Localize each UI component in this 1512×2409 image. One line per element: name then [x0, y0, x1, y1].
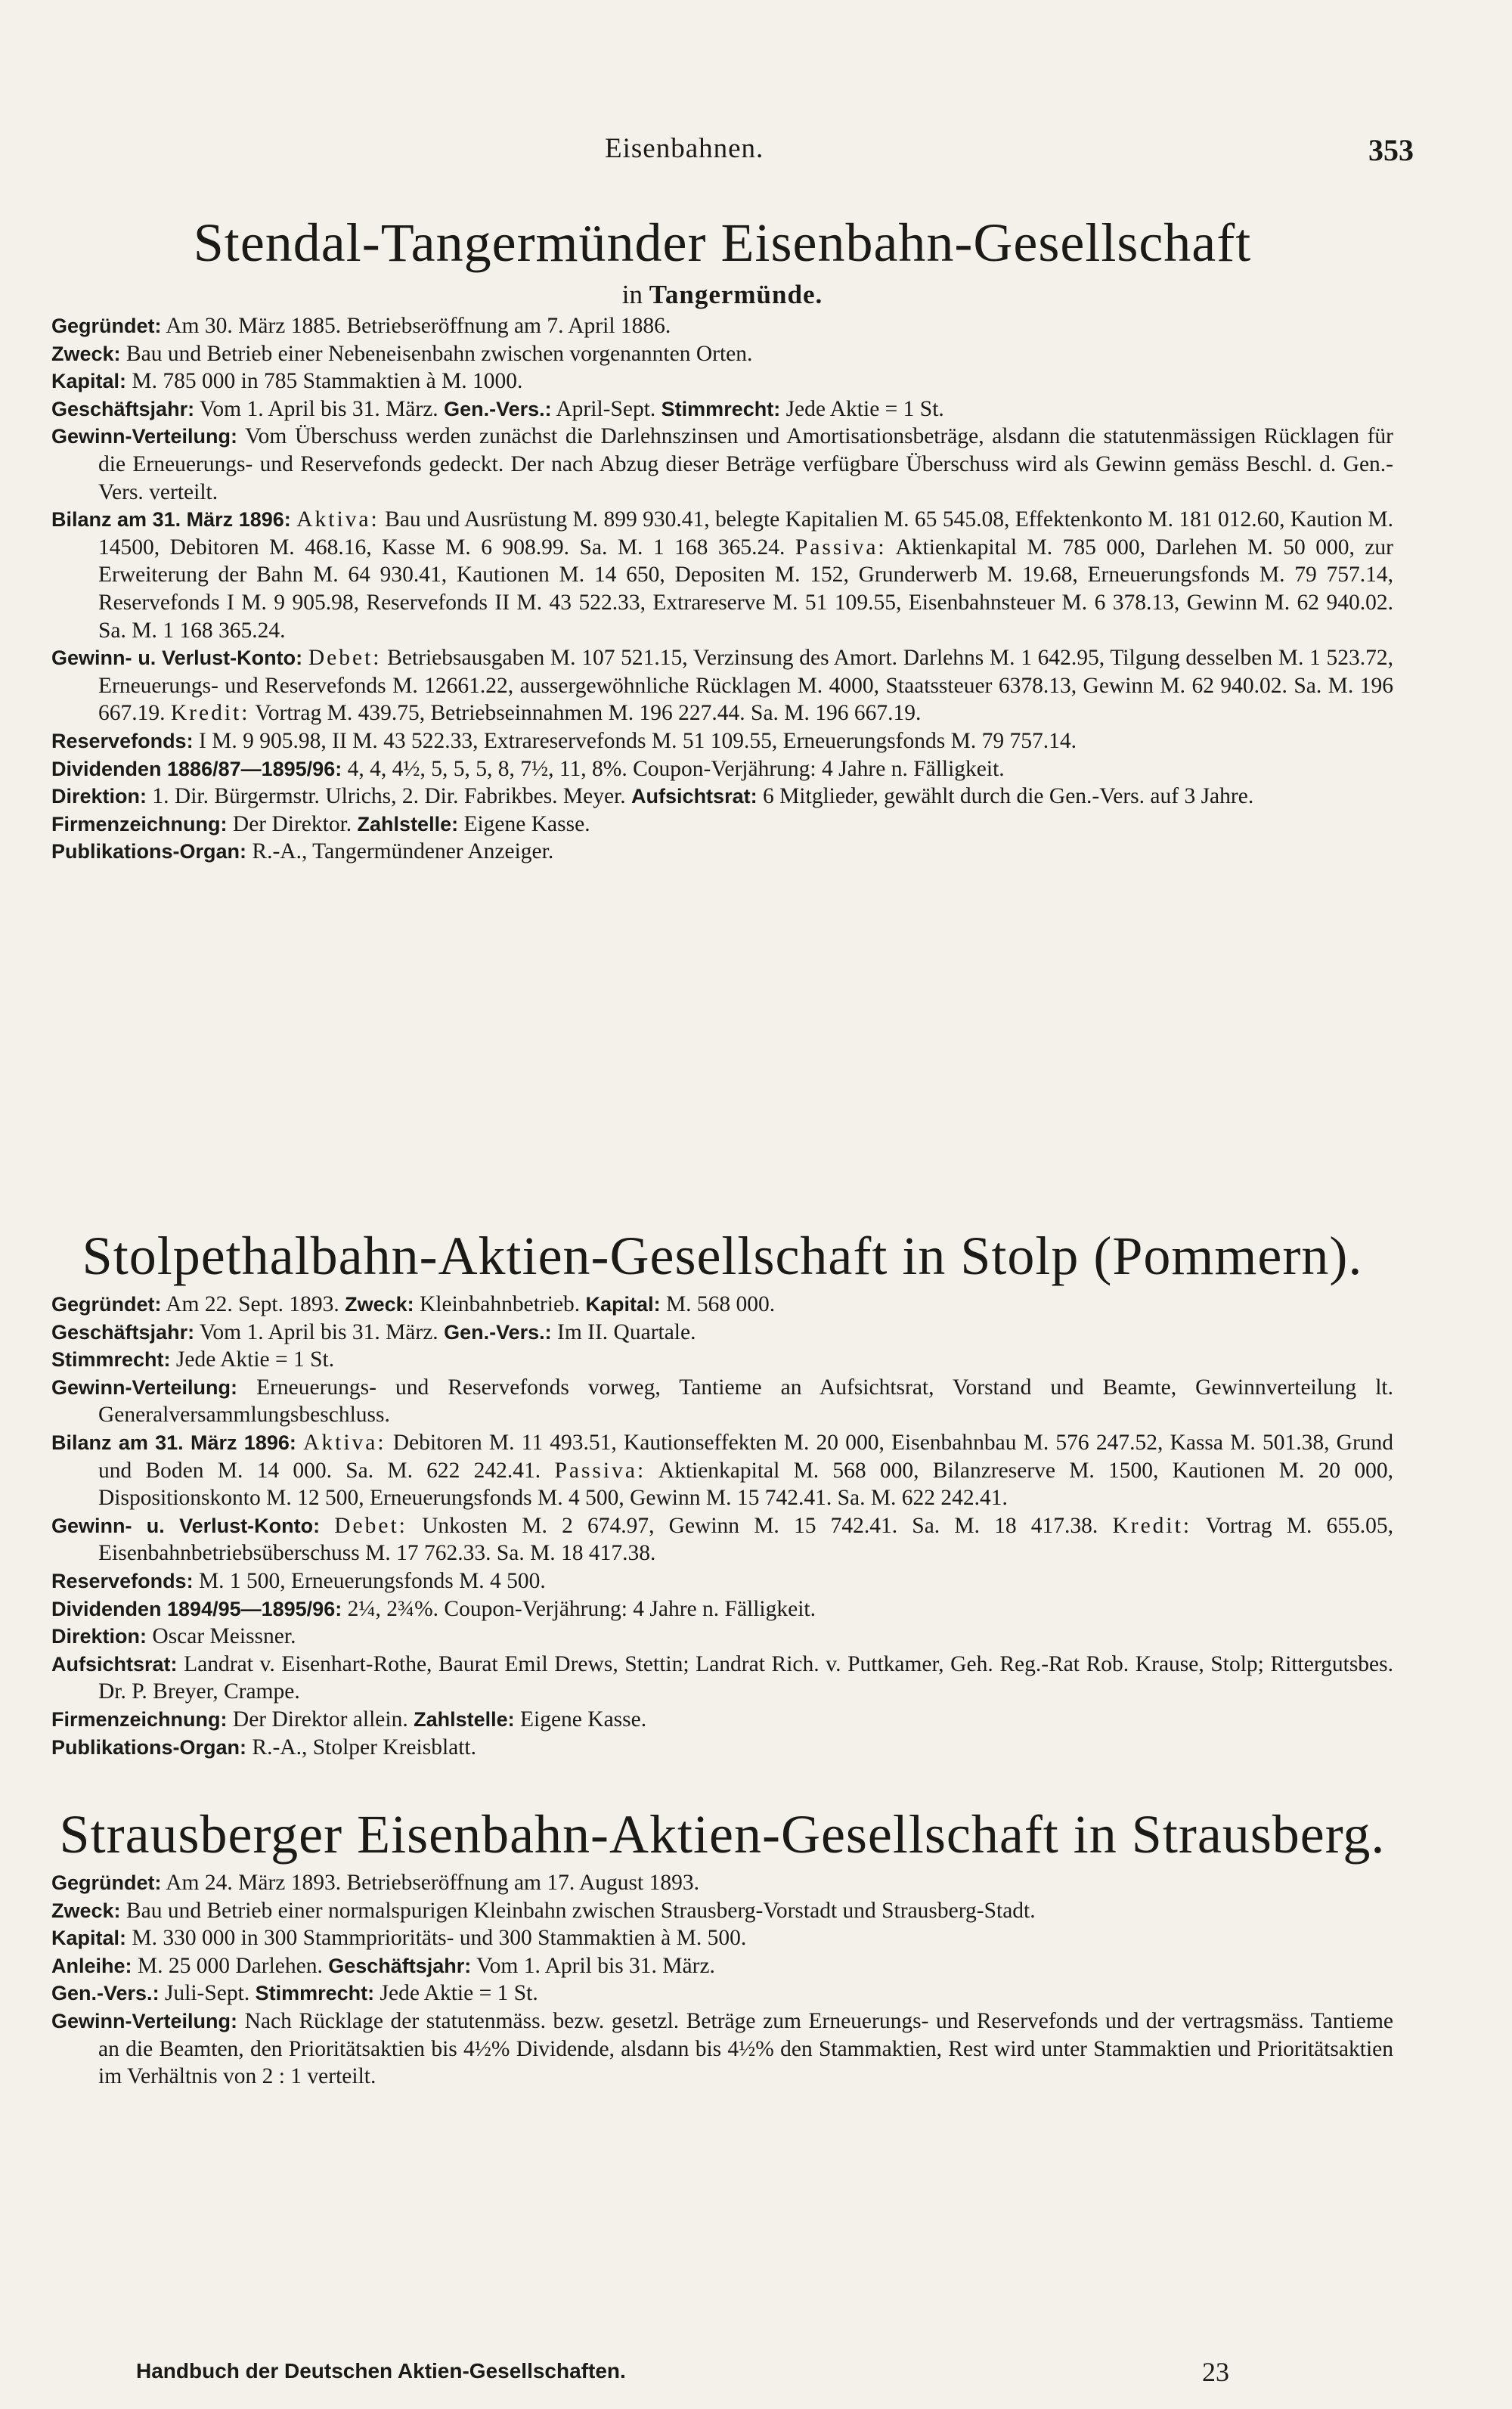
entry-dividenden: Dividenden 1886/87—1895/96: 4, 4, 4½, 5, 5, 5, 8, 7½, 11, 8%. Coupon-Verjährung: 4 Jahre n. Fälligkeit.: [51, 756, 1005, 781]
entry-anleihe: Anleihe: M. 25 000 Darlehen. Geschäftsjahr: Vom 1. April bis 31. März.: [51, 1953, 715, 1978]
entry-reservefonds: Reservefonds: I M. 9 905.98, II M. 43 522.33, Extrareservefonds M. 51 109.55, Erneuerungsfonds M. 79 757.14.: [51, 728, 1077, 753]
entry-firmenzeichnung: Firmenzeichnung: Der Direktor allein. Zahlstelle: Eigene Kasse.: [51, 1707, 647, 1732]
company-title: Strausberger Eisenbahn-Aktien-Gesellschaft in Strausberg.: [59, 1804, 1386, 1865]
entry-publikations-organ: Publikations-Organ: R.-A., Stolper Kreisblatt.: [51, 1735, 477, 1759]
footer: [136, 2359, 1406, 2397]
entry-gegruendet: Gegründet: Am 24. März 1893. Betriebseröffnung am 17. August 1893.: [51, 1871, 699, 1895]
entry-direktion: Direktion: Oscar Meissner.: [51, 1624, 296, 1649]
entry-stimmrecht: Stimmrecht: Jede Aktie = 1 St.: [51, 1347, 335, 1372]
entry-zweck: Zweck: Bau und Betrieb einer Nebeneisenbahn zwischen vorgenannten Orten.: [51, 341, 753, 366]
entry-bilanz: Bilanz am 31. März 1896: Aktiva: Bau und Ausrüstung M. 899 930.41, belegte Kapitalien M. 65 545.08, Effektenkonto M. 181 012.60, Kaution M. 14500, Debitoren M. 468.16, Kasse M. 6 908.99. Sa. M. 1 168 365.24. Passiva: Aktienkapital M. 785 000, Darlehen M. 50 000, zur Erweiterung der Bahn M. 64 930.41, Kautionen M. 14 650, Depositen M. 152, Grunderwerb M. 19.68, Erneuerungsfonds M. 79 757.14, Reservefonds I M. 9 905.98, Reservefonds II M. 43 522.33, Extrareserve M. 51 109.55, Eisenbahnsteuer M. 6 378.13, Gewinn M. 62 940.02. Sa. M. 1 168 365.24.: [51, 507, 1394, 643]
entry-direktion: Direktion: 1. Dir. Bürgermstr. Ulrichs, 2. Dir. Fabrikbes. Meyer. Aufsichtsrat: 6 Mitglieder, gewählt durch die Gen.-Vers. auf 3 Jahre.: [51, 784, 1254, 809]
running-title: Eisenbahnen.: [605, 133, 764, 164]
entry-gewinn-verteilung: Gewinn-Verteilung: Nach Rücklage der statutenmäss. bezw. gesetzl. Beträge zum Erneuerungs- und Reservefonds und der vertragsmäss. Tantieme an die Beamten, den Prioritätsaktien bis 4½% Dividende, alsdann bis 4½% den Stammaktien, Rest wird unter Stammaktien und Prioritätsaktien im Verhältnis von 2 : 1 verteilt.: [51, 2008, 1394, 2089]
entry-gewinn-verteilung: Gewinn-Verteilung: Erneuerungs- und Reservefonds vorweg, Tantieme an Aufsichtsrat, Vorstand und Beamte, Gewinnverteilung lt. Generalversammlungsbeschluss.: [51, 1375, 1393, 1428]
entry-kapital: Kapital: M. 785 000 in 785 Stammaktien à M. 1000.: [51, 369, 523, 394]
entry-gewinn-verlust: Gewinn- u. Verlust-Konto: Debet: Unkosten M. 2 674.97, Gewinn M. 15 742.41. Sa. M. 18 417.38. Kredit: Vortrag M. 655.05, Eisenbahnbetriebsüberschuss M. 17 762.33. Sa. M. 18 417.38.: [51, 1513, 1394, 1566]
entry-dividenden: Dividenden 1894/95—1895/96: 2¼, 2¾%. Coupon-Verjährung: 4 Jahre n. Fälligkeit.: [51, 1596, 816, 1621]
entry-gegruendet: Gegründet: Am 30. März 1885. Betriebseröffnung am 7. April 1886.: [51, 314, 671, 338]
entry-gegruendet: Gegründet: Am 22. Sept. 1893. Zweck: Kleinbahnbetrieb. Kapital: M. 568 000.: [51, 1292, 776, 1316]
entry-aufsichtsrat: Aufsichtsrat: Landrat v. Eisenhart-Rothe, Baurat Emil Drews, Stettin; Landrat Rich. v. Puttkamer, Geh. Reg.-Rat Rob. Krause, Stolp; Rittergutsbes. Dr. P. Breyer, Crampe.: [51, 1651, 1394, 1704]
section-stolpethalbahn: [51, 1221, 1393, 1761]
entry-geschaeftsjahr: Geschäftsjahr: Vom 1. April bis 31. März. Gen.-Vers.: Im II. Quartale.: [51, 1319, 696, 1344]
entry-firmenzeichnung: Firmenzeichnung: Der Direktor. Zahlstelle: Eigene Kasse.: [51, 811, 590, 836]
section-stendal: [51, 208, 1393, 866]
entry-gen-vers: Gen.-Vers.: Juli-Sept. Stimmrecht: Jede Aktie = 1 St.: [51, 1981, 538, 2006]
footer-publication-title: Handbuch der Deutschen Aktien-Gesellschaften.: [136, 2359, 626, 2383]
entry-gewinn-verlust: Gewinn- u. Verlust-Konto: Debet: Betriebsausgaben M. 107 521.15, Verzinsung des Amort. Darlehns M. 1 642.95, Tilgung desselben M. 1 523.72, Erneuerungs- und Reservefonds M. 12661.22, aussergewöhnliche Rücklagen M. 4000, Staatssteuer 6378.13, Gewinn M. 62 940.02. Sa. M. 196 667.19. Kredit: Vortrag M. 439.75, Betriebseinnahmen M. 196 227.44. Sa. M. 196 667.19.: [51, 646, 1394, 726]
entry-kapital: Kapital: M. 330 000 in 300 Stammprioritäts- und 300 Stammaktien à M. 500.: [51, 1926, 747, 1951]
company-title: Stolpethalbahn-Aktien-Gesellschaft in Stolp (Pommern).: [82, 1226, 1363, 1286]
company-title: Stendal-Tangermünder Eisenbahn-Gesellschaft: [193, 212, 1252, 273]
entry-gewinn-verteilung: Gewinn-Verteilung: Vom Überschuss werden zunächst die Darlehnszinsen und Amortisationsbeträge, alsdann die statutenmässigen Rücklagen für die Erneuerungs- und Reservefonds gedeckt. Der nach Abzug dieser Beträge verfügbare Überschuss wird als Gewinn gemäss Beschl. d. Gen.-Vers. verteilt.: [51, 424, 1394, 504]
entry-publikations-organ: Publikations-Organ: R.-A., Tangermündener Anzeiger.: [51, 839, 554, 864]
signature-mark: 23: [1202, 2357, 1229, 2387]
page-number: 353: [1368, 133, 1414, 167]
company-location: in Tangermünde.: [621, 280, 823, 309]
entry-geschaeftsjahr: Geschäftsjahr: Vom 1. April bis 31. März. Gen.-Vers.: April-Sept. Stimmrecht: Jede Aktie = 1 St.: [51, 396, 944, 421]
entry-zweck: Zweck: Bau und Betrieb einer normalspurigen Kleinbahn zwischen Strausberg-Vorstadt und Strausberg-Stadt.: [51, 1898, 1036, 1923]
entry-bilanz: Bilanz am 31. März 1896: Aktiva: Debitoren M. 11 493.51, Kautionseffekten M. 20 000, Eisenbahnbau M. 576 247.52, Kassa M. 501.38, Grund und Boden M. 14 000. Sa. M. 622 242.41. Passiva: Aktienkapital M. 568 000, Bilanzreserve M. 1500, Kautionen M. 20 000, Dispositionskonto M. 12 500, Erneuerungsfonds M. 4 500, Gewinn M. 15 742.41. Sa. M. 622 242.41.: [51, 1430, 1394, 1511]
section-strausberger: [51, 1800, 1393, 2091]
entry-reservefonds: Reservefonds: M. 1 500, Erneuerungsfonds M. 4 500.: [51, 1568, 546, 1593]
running-head: [0, 132, 1512, 178]
